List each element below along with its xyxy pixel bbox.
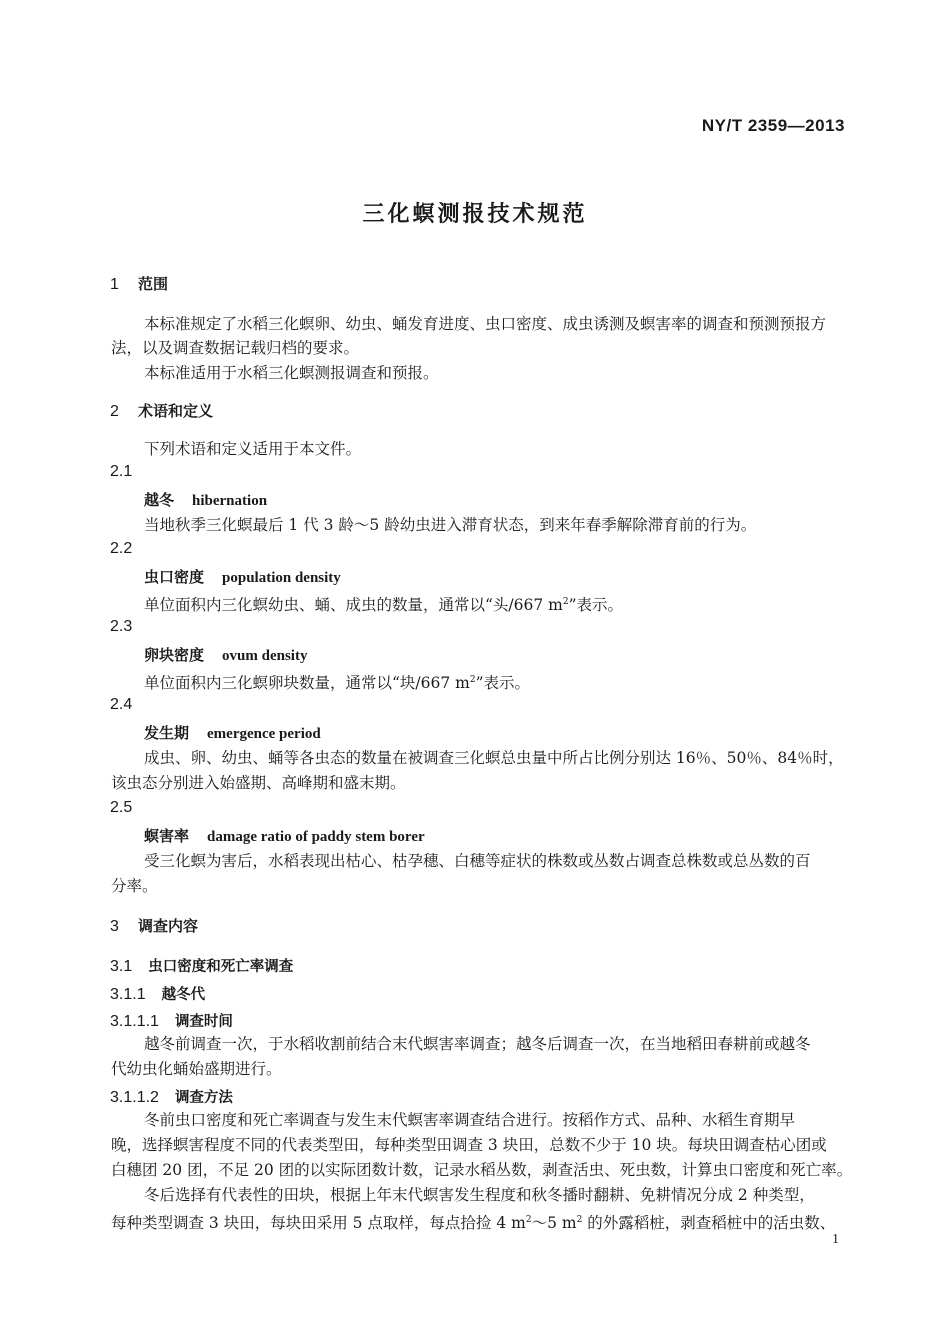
term-chinese: 越冬 <box>144 491 175 509</box>
term-definition: 单位面积内三化螟卵块数量，通常以“块/667 $m^2$”表示。 <box>144 674 531 693</box>
term-entry <box>144 489 267 510</box>
subsection-number: 3.1.1.1 <box>110 1013 159 1030</box>
paragraph-line: 代幼虫化蛹始盛期进行。 <box>111 1060 282 1078</box>
paragraph-line: 下列术语和定义适用于本文件。 <box>144 440 362 458</box>
term-definition: 受三化螟为害后，水稻表现出枯心、枯孕穗、白穗等症状的株数或丛数占调查总株数或总丛数的百 <box>144 852 811 870</box>
subsection-heading <box>110 1086 233 1107</box>
subsection-title: 调查时间 <box>174 1014 233 1030</box>
subsection-number: 3.1.1 <box>110 986 146 1003</box>
subsection-heading <box>110 983 205 1004</box>
term-definition: 该虫态分别进入始盛期、高峰期和盛末期。 <box>111 774 406 792</box>
term-definition: 当地秋季三化螟最后 1 代 3 龄～5 龄幼虫进入滞育状态，到来年春季解除滞育前的行为。 <box>144 516 757 534</box>
term-definition: 单位面积内三化螟幼虫、蛹、成虫的数量，通常以“头/667 $m^2$”表示。 <box>144 596 624 615</box>
term-definition: 成虫、卵、幼虫、蛹等各虫态的数量在被调查三化螟总虫量中所占比例分别达 16％、50％、84％时， <box>144 749 844 767</box>
section-2-heading <box>110 400 213 421</box>
paragraph-line: 越冬前调查一次，于水稻收割前结合末代螟害率调查；越冬后调查一次，在当地稻田春耕前或越冬 <box>144 1035 811 1053</box>
paragraph-line: 白穗团 20 团，不足 20 团的以实际团数计数，记录水稻丛数，剥查活虫、死虫数，计算虫口密度和死亡率。 <box>111 1161 853 1179</box>
section-title: 术语和定义 <box>138 402 214 420</box>
paragraph-line: 法，以及调查数据记载归档的要求。 <box>111 339 360 357</box>
paragraph-line: 冬前虫口密度和死亡率调查与发生末代螟害率调查结合进行。按稻作方式、品种、水稻生育期早 <box>144 1111 796 1129</box>
paragraph-line: 每种类型调查 3 块田，每块田采用 5 点取样，每点拾捡 4 $m^2\sim 5$ $m^2$ 的外露稻桩，剥查稻桩中的活虫数、 <box>111 1214 836 1233</box>
subsection-title: 越冬代 <box>161 987 206 1003</box>
section-number: 2 <box>110 403 119 420</box>
term-chinese: 虫口密度 <box>144 568 205 586</box>
term-entry <box>144 722 321 743</box>
subsection-heading <box>110 955 293 976</box>
term-chinese: 发生期 <box>144 724 190 742</box>
subsection-number: 3.1.1.2 <box>110 1089 159 1106</box>
term-definition: 分率。 <box>111 877 158 895</box>
term-english: hibernation <box>192 493 268 509</box>
term-entry <box>144 825 425 846</box>
term-chinese: 卵块密度 <box>144 646 205 664</box>
term-english: emergence period <box>207 726 321 742</box>
section-number: 1 <box>110 276 119 293</box>
term-entry <box>144 566 341 587</box>
clause-number: 2.1 <box>110 463 133 480</box>
document-title: 三化螟测报技术规范 <box>362 202 588 227</box>
clause-number: 2.5 <box>110 799 133 816</box>
paragraph-line: 冬后选择有代表性的田块，根据上年末代螟害发生程度和秋冬播时翻耕、免耕情况分成 2 种类型， <box>144 1186 815 1204</box>
section-3-heading <box>110 915 198 936</box>
page-number: 1 <box>832 1232 839 1247</box>
paragraph-line: 晚，选择螟害程度不同的代表类型田，每种类型田调查 3 块田，总数不少于 10 块。每块田调查枯心团或 <box>111 1136 827 1154</box>
paragraph-line: 本标准适用于水稻三化螟测报调查和预报。 <box>144 364 439 382</box>
term-english: damage ratio of paddy stem borer <box>207 829 425 845</box>
clause-number: 2.2 <box>110 540 133 557</box>
section-title: 范围 <box>138 275 169 293</box>
section-1-heading <box>110 273 168 294</box>
standard-code: NY/T 2359—2013 <box>701 116 845 135</box>
subsection-number: 3.1 <box>110 958 133 975</box>
section-number: 3 <box>110 918 119 935</box>
subsection-heading <box>110 1010 233 1031</box>
paragraph-line: 本标准规定了水稻三化螟卵、幼虫、蛹发育进度、虫口密度、成虫诱测及螟害率的调查和预测预报方 <box>144 315 827 333</box>
term-english: population density <box>222 570 341 586</box>
term-english: ovum density <box>222 648 308 664</box>
subsection-title: 调查方法 <box>174 1090 233 1106</box>
term-entry <box>144 644 307 665</box>
section-title: 调查内容 <box>138 917 199 935</box>
clause-number: 2.4 <box>110 696 133 713</box>
subsection-title: 虫口密度和死亡率调查 <box>148 959 294 975</box>
term-chinese: 螟害率 <box>144 827 190 845</box>
clause-number: 2.3 <box>110 618 133 635</box>
